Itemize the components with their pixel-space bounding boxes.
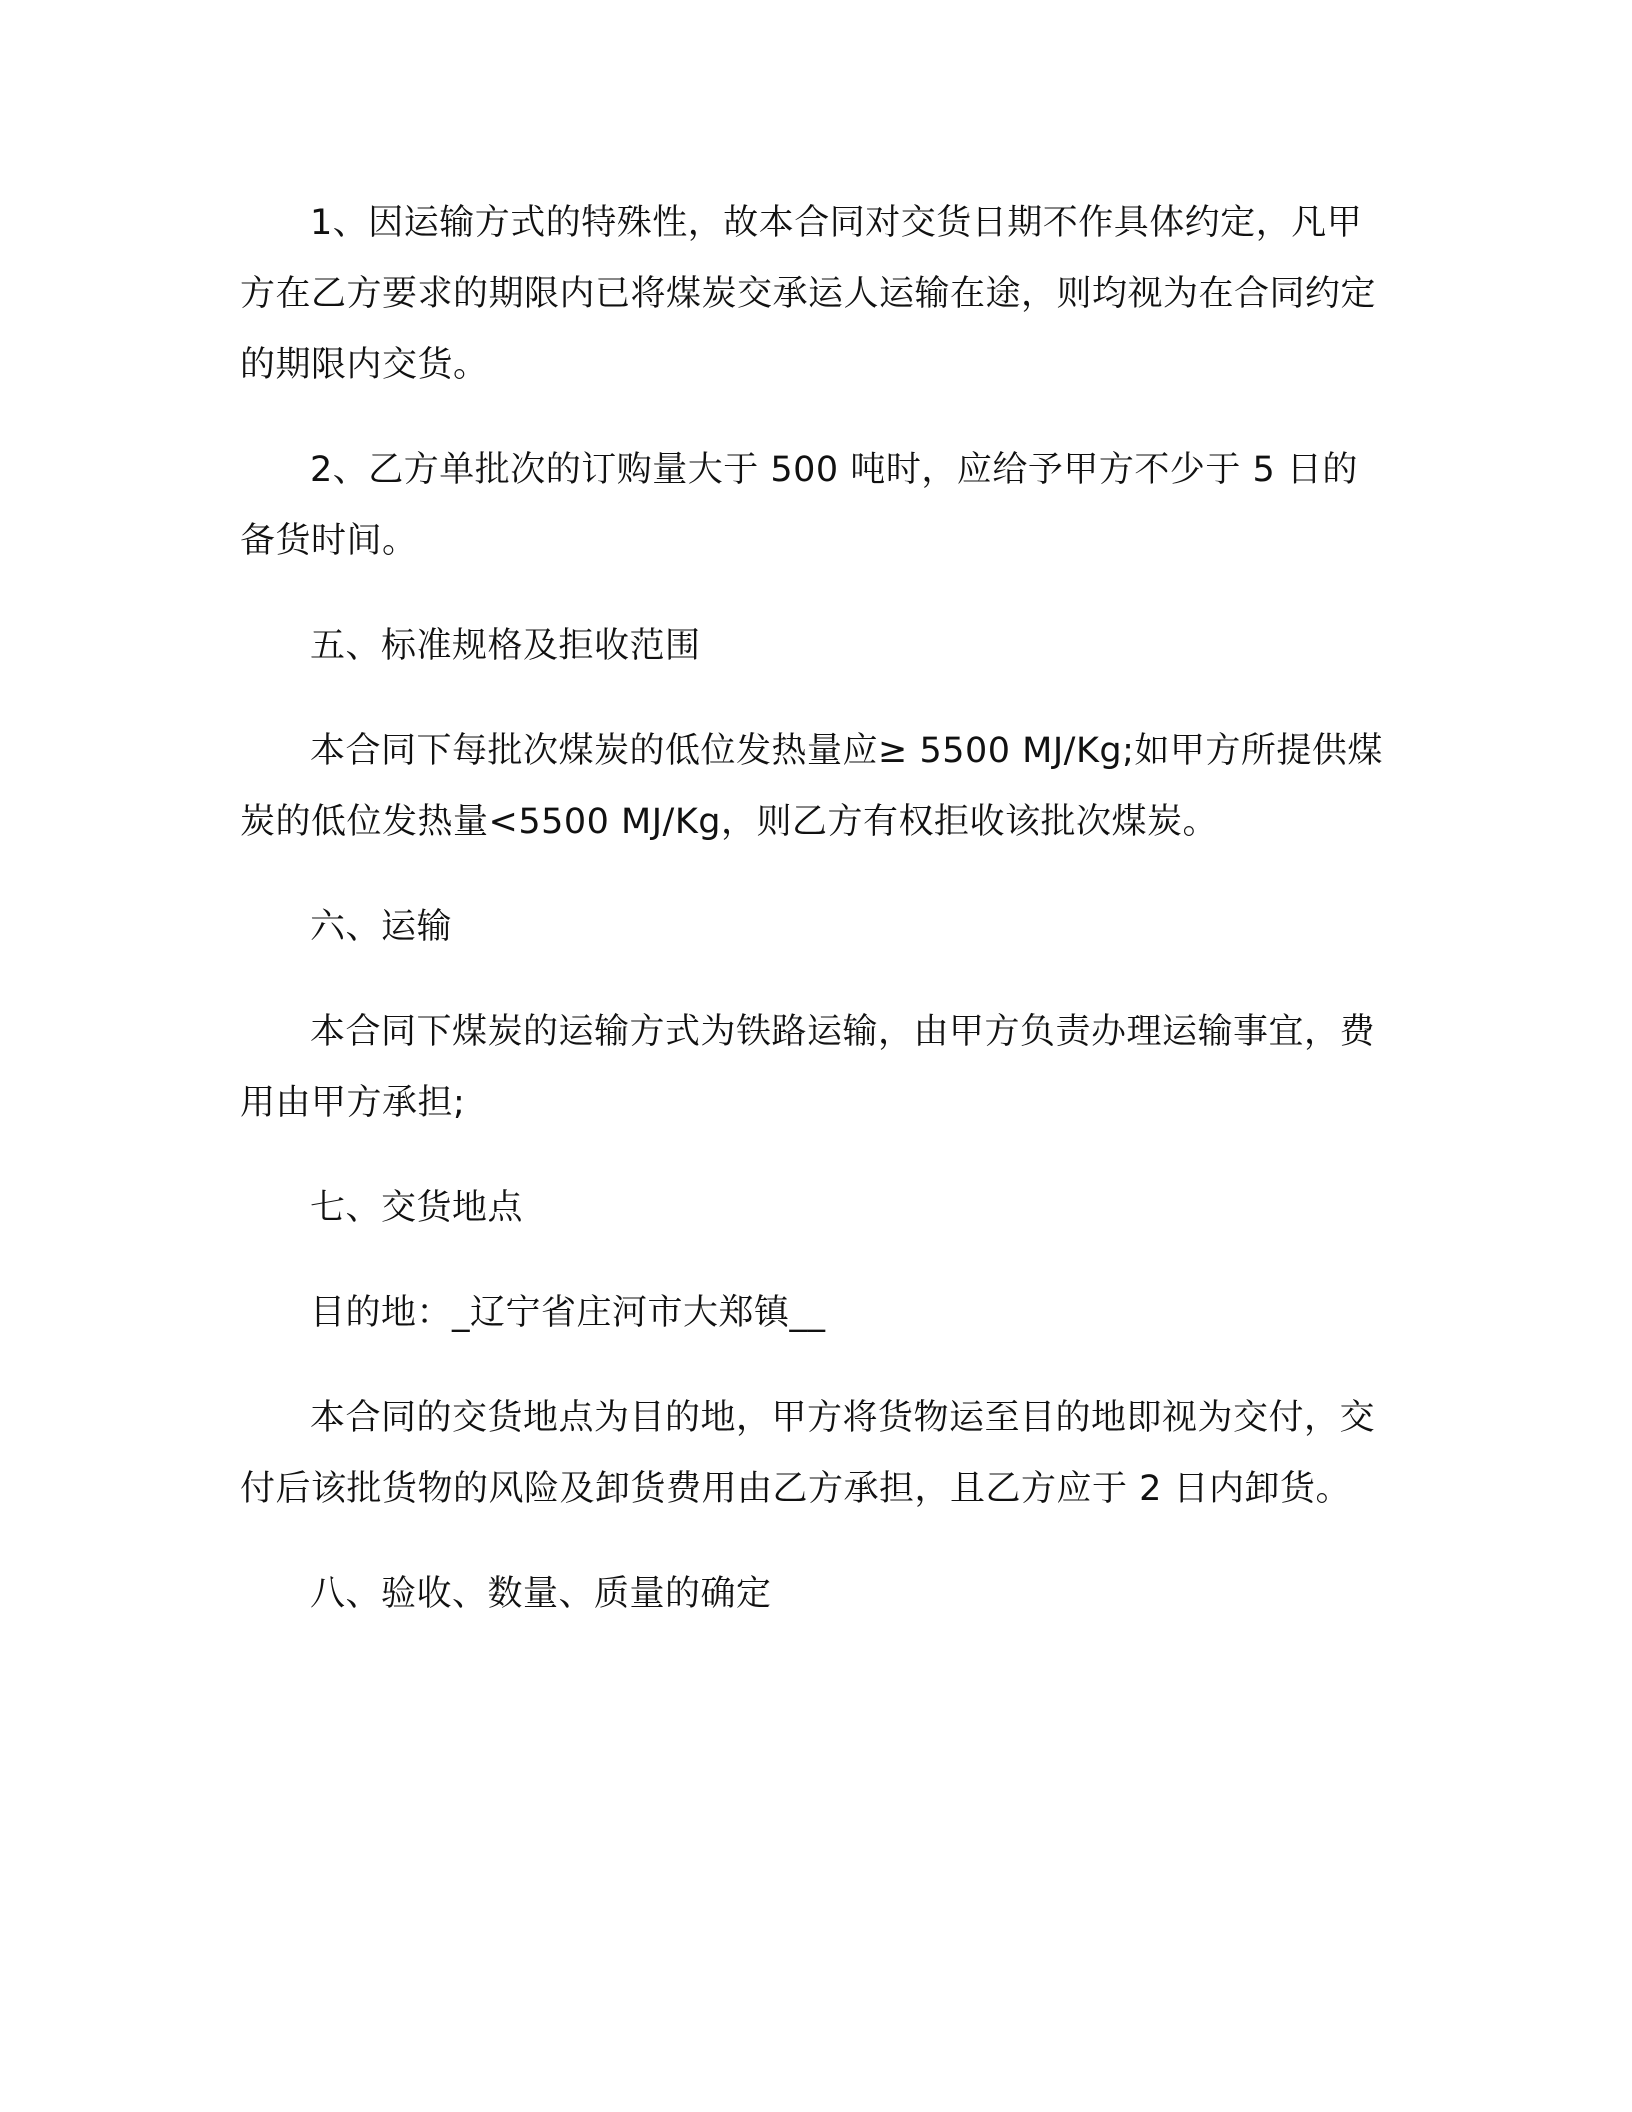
- clause-calorific-value: 本合同下每批次煤炭的低位发热量应≥ 5500 MJ/Kg;如甲方所提供煤炭的低位发热量<5500 MJ/Kg，则乙方有权拒收该批次煤炭。: [240, 731, 1383, 842]
- section-heading-delivery-place: 七、交货地点: [310, 1188, 524, 1228]
- clause-delivery-risk: 本合同的交货地点为目的地，甲方将货物运至目的地即视为交付，交付后该批货物的风险及卸货费用由乙方承担，且乙方应于 2 日内卸货。: [240, 1398, 1376, 1509]
- section-heading-acceptance: 八、验收、数量、质量的确定: [310, 1574, 772, 1614]
- section-heading-standards: 五、标准规格及拒收范围: [310, 626, 701, 666]
- clause-delivery-date: 1、因运输方式的特殊性，故本合同对交货日期不作具体约定，凡甲方在乙方要求的期限内已将煤炭交承运人运输在途，则均视为在合同约定的期限内交货。: [240, 203, 1377, 385]
- clause-transport-method: 本合同下煤炭的运输方式为铁路运输，由甲方负责办理运输事宜，费用由甲方承担;: [240, 1012, 1376, 1123]
- destination-line: 目的地：_辽宁省庄河市大郑镇__: [310, 1293, 826, 1333]
- clause-preparation-time: 2、乙方单批次的订购量大于 500 吨时，应给予甲方不少于 5 日的备货时间。: [240, 450, 1358, 561]
- document-page: [240, 188, 1390, 1630]
- section-heading-transport: 六、运输: [310, 907, 453, 947]
